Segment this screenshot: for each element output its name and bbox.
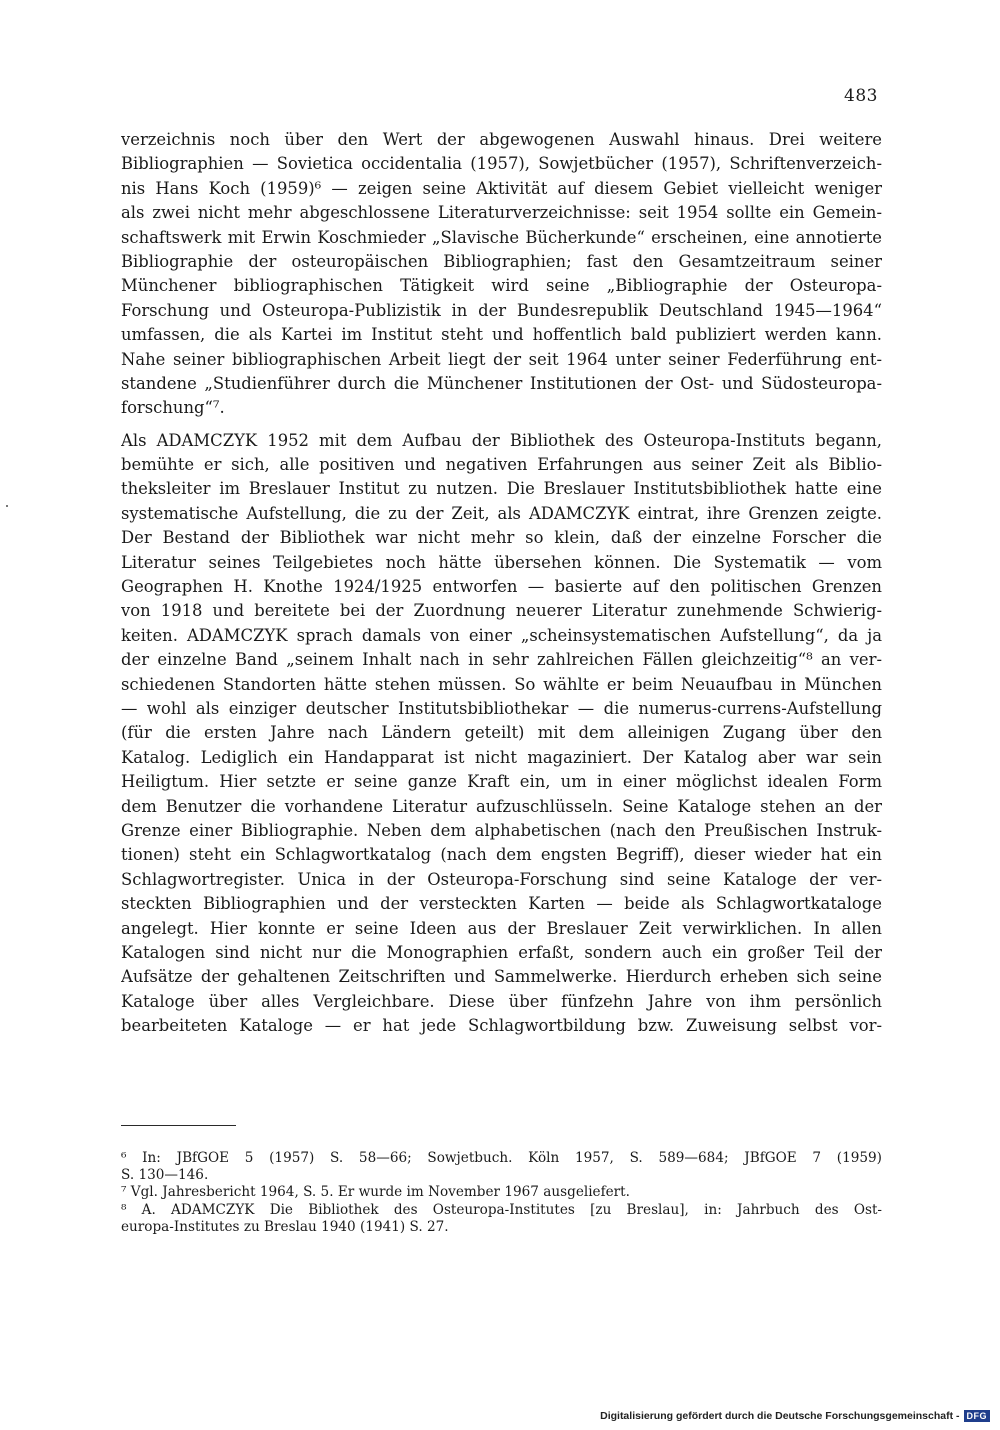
text-line: bemühte er sich, alle positiven und negativen Erfahrungen aus seiner Zeit als Biblio- (121, 455, 882, 475)
text-line: Aufsätze der gehaltenen Zeitschriften und Sammelwerke. Hierdurch erheben sich seine (121, 967, 882, 987)
digitization-credit (600, 1410, 990, 1422)
text-line: dem Benutzer die vorhandene Literatur aufzuschlüsseln. Seine Kataloge stehen an der (121, 796, 882, 816)
paragraph-2 (121, 429, 882, 1039)
text-line: bearbeiteten Kataloge — er hat jede Schlagwortbildung bzw. Zuweisung selbst vor- (121, 1016, 882, 1036)
text-line: tionen) steht ein Schlagwortkatalog (nach dem engsten Begriff), dieser wieder hat ein (121, 845, 882, 865)
footnote-6-line: S. 130—146. (121, 1167, 209, 1184)
text-line: Bibliographien — Sovietica occidentalia (1957), Sowjetbücher (1957), Schriftenverzeich- (121, 154, 882, 174)
text-line: Kataloge über alles Vergleichbare. Diese über fünfzehn Jahre von ihm persönlich (121, 991, 882, 1011)
text-line: forschung“⁷. (121, 398, 225, 418)
text-line: Katalogen sind nicht nur die Monographien erfaßt, sondern auch ein großer Teil der (121, 942, 882, 962)
text-line: Forschung und Osteuropa-Publizistik in der Bundesrepublik Deutschland 1945—1964“ (121, 300, 882, 320)
text-line: Literatur seines Teilgebietes noch hätte übersehen können. Die Systematik — vom (121, 552, 882, 572)
text-line: nis Hans Koch (1959)⁶ — zeigen seine Aktivität auf diesem Gebiet vielleicht weniger (121, 178, 882, 198)
text-line: steckten Bibliographien und der versteckten Karten — beide als Schlagwortkataloge (121, 894, 882, 914)
footnote-divider (121, 1125, 236, 1126)
page-number: 483 (844, 86, 878, 106)
paragraph-1 (121, 128, 882, 421)
text-line: schiedenen Standorten hätte stehen müssen. So wählte er beim Neuaufbau in München (121, 674, 882, 694)
text-line: Heiligtum. Hier setzte er seine ganze Kraft ein, um in einer möglichst idealen Form (121, 772, 882, 792)
text-line: verzeichnis noch über den Wert der abgewogenen Auswahl hinaus. Drei weitere (121, 130, 882, 149)
text-line: schaftswerk mit Erwin Koschmieder „Slavische Bücherkunde“ erscheinen, eine annotierte (121, 227, 882, 247)
footnote-8-line: ⁸ A. ADAMCZYK Die Bibliothek des Osteuropa-Institutes [zu Breslau], in: Jahrbuch des Ost- (121, 1201, 882, 1218)
text-line: Grenze einer Bibliographie. Neben dem alphabetischen (nach den Preußischen Instruk- (121, 820, 882, 840)
text-line: Nahe seiner bibliographischen Arbeit liegt der seit 1964 unter seiner Federführung ent- (121, 349, 882, 369)
text-line: umfassen, die als Kartei im Institut steht und hoffentlich bald publiziert werden kann. (121, 325, 882, 345)
footnote-7-line: ⁷ Vgl. Jahresbericht 1964, S. 5. Er wurde im November 1967 ausgeliefert. (121, 1184, 630, 1201)
text-line: standene „Studienführer durch die Münchener Institutionen der Ost- und Südosteuropa- (121, 373, 882, 393)
body-text (121, 128, 882, 1046)
credit-text: Digitalisierung gefördert durch die Deutsche Forschungsgemeinschaft - (600, 1410, 960, 1422)
footnotes (121, 1150, 882, 1236)
text-line: angelegt. Hier konnte er seine Ideen aus der Breslauer Zeit verwirklichen. In allen (121, 918, 882, 938)
text-line: Münchener bibliographischen Tätigkeit wird seine „Bibliographie der Osteuropa- (121, 276, 882, 296)
text-line: von 1918 und bereitete bei der Zuordnung neuerer Literatur zunehmende Schwierig- (121, 601, 882, 621)
text-line: Katalog. Lediglich ein Handapparat ist nicht magaziniert. Der Katalog aber war sein (121, 747, 882, 767)
scan-speck (6, 505, 8, 507)
text-line: der einzelne Band „seinem Inhalt nach in sehr zahlreichen Fällen gleichzeitig“⁸ an ver- (121, 650, 882, 670)
text-line: Bibliographie der osteuropäischen Bibliographien; fast den Gesamtzeitraum seiner (121, 251, 882, 271)
text-line: (für die ersten Jahre nach Ländern geteilt) mit dem alleinigen Zugang über den (121, 723, 882, 743)
text-line: keiten. ADAMCZYK sprach damals von einer „scheinsystematischen Aufstellung“, da ja (121, 625, 882, 645)
text-line: Der Bestand der Bibliothek war nicht mehr so klein, daß der einzelne Forscher die (121, 528, 882, 548)
text-line: als zwei nicht mehr abgeschlossene Literaturverzeichnisse: seit 1954 sollte ein Gemein- (121, 203, 882, 223)
text-line: Schlagwortregister. Unica in der Osteuropa-Forschung sind seine Kataloge der ver- (121, 869, 882, 889)
text-line: Als ADAMCZYK 1952 mit dem Aufbau der Bibliothek des Osteuropa-Instituts begann, (121, 430, 882, 450)
text-line: systematische Aufstellung, die zu der Zeit, als ADAMCZYK eintrat, ihre Grenzen zeigte. (121, 503, 882, 523)
text-line: theksleiter im Breslauer Institut zu nutzen. Die Breslauer Institutsbibliothek hatte eine (121, 479, 882, 499)
text-line: Geographen H. Knothe 1924/1925 entworfen — basierte auf den politischen Grenzen (121, 577, 882, 597)
footnote-8-line: europa-Institutes zu Breslau 1940 (1941) S. 27. (121, 1218, 449, 1235)
text-line: — wohl als einziger deutscher Institutsbibliothekar — die numerus-currens-Aufstellung (121, 698, 882, 718)
footnote-6-line: ⁶ In: JBfGOE 5 (1957) S. 58—66; Sowjetbuch. Köln 1957, S. 589—684; JBfGOE 7 (1959) (121, 1150, 882, 1166)
dfg-logo-icon: DFG (964, 1410, 991, 1422)
